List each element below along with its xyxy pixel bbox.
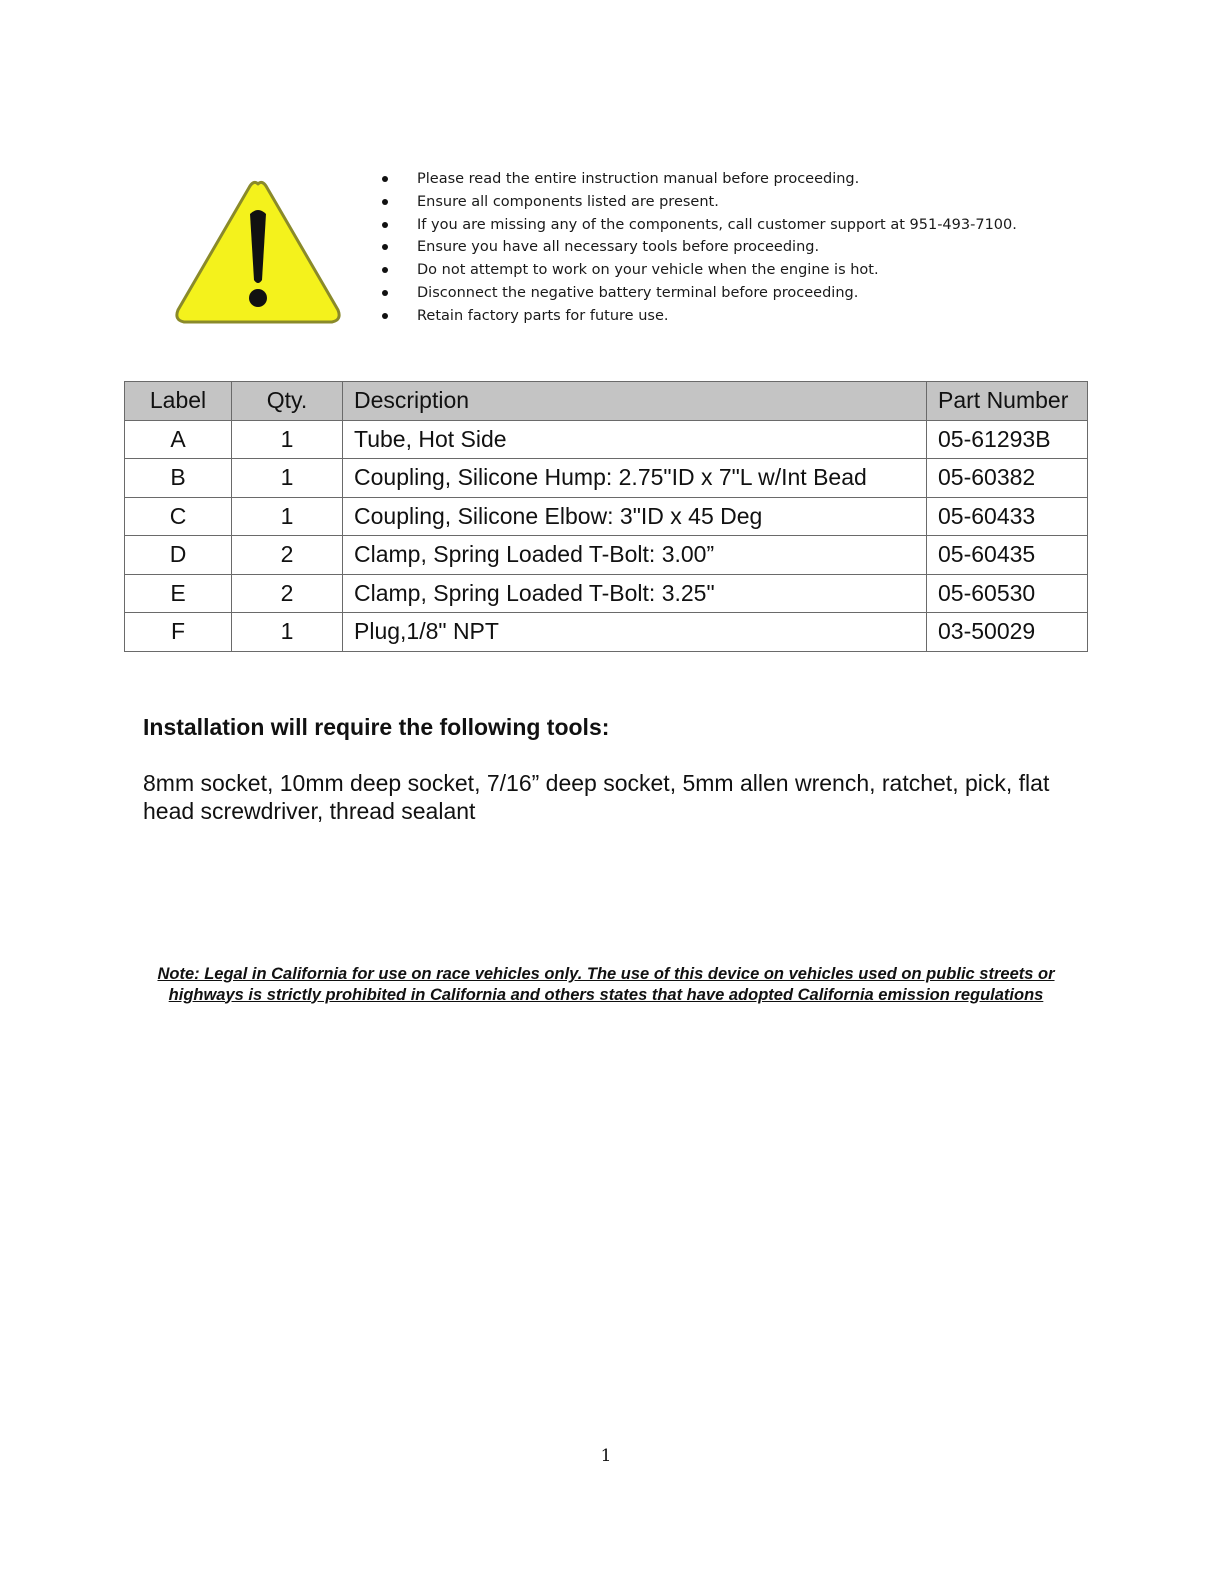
precautions-list [380, 168, 1017, 328]
table-row [125, 536, 1088, 575]
precaution-item: Retain factory parts for future use. [380, 305, 1017, 328]
warning-triangle-icon [172, 176, 344, 328]
row-part-number: 05-60382 [927, 459, 1088, 498]
row-description: Coupling, Silicone Hump: 2.75"ID x 7"L w/Int Bead [343, 459, 927, 498]
row-qty: 2 [232, 574, 343, 613]
tools-heading: Installation will require the following tools: [143, 714, 610, 740]
table-row [125, 420, 1088, 459]
legal-note: Note: Legal in California for use on race vehicles only. The use of this device on vehicles used on public streets or highways is strictly prohibited in California and others states that have adopted California emission regulations [157, 965, 1055, 1004]
header-label: Label [125, 382, 232, 421]
row-part-number: 05-61293B [927, 420, 1088, 459]
precaution-item: Do not attempt to work on your vehicle when the engine is hot. [380, 259, 1017, 282]
table-row [125, 613, 1088, 652]
row-label: C [125, 497, 232, 536]
row-qty: 1 [232, 613, 343, 652]
row-label: B [125, 459, 232, 498]
header-part-number: Part Number [927, 382, 1088, 421]
row-qty: 2 [232, 536, 343, 575]
row-description: Clamp, Spring Loaded T-Bolt: 3.25" [343, 574, 927, 613]
row-qty: 1 [232, 459, 343, 498]
row-description: Coupling, Silicone Elbow: 3"ID x 45 Deg [343, 497, 927, 536]
row-label: D [125, 536, 232, 575]
row-description: Tube, Hot Side [343, 420, 927, 459]
row-qty: 1 [232, 420, 343, 459]
row-part-number: 03-50029 [927, 613, 1088, 652]
table-row [125, 459, 1088, 498]
header-description: Description [343, 382, 927, 421]
row-label: A [125, 420, 232, 459]
row-label: E [125, 574, 232, 613]
row-part-number: 05-60433 [927, 497, 1088, 536]
precaution-item: Please read the entire instruction manual before proceeding. [380, 168, 1017, 191]
row-description: Plug,1/8" NPT [343, 613, 927, 652]
parts-table [124, 381, 1088, 652]
row-label: F [125, 613, 232, 652]
table-header-row [125, 382, 1088, 421]
precaution-item: Ensure all components listed are present. [380, 191, 1017, 214]
row-part-number: 05-60435 [927, 536, 1088, 575]
page-number: 1 [600, 1446, 612, 1466]
precaution-item: Disconnect the negative battery terminal before proceeding. [380, 282, 1017, 305]
tools-list: 8mm socket, 10mm deep socket, 7/16” deep socket, 5mm allen wrench, ratchet, pick, flat head screwdriver, thread sealant [143, 770, 1050, 824]
table-row [125, 497, 1088, 536]
table-row [125, 574, 1088, 613]
row-description: Clamp, Spring Loaded T-Bolt: 3.00” [343, 536, 927, 575]
precaution-item: If you are missing any of the components, call customer support at 951-493-7100. [380, 214, 1017, 237]
row-qty: 1 [232, 497, 343, 536]
header-qty: Qty. [232, 382, 343, 421]
precaution-item: Ensure you have all necessary tools before proceeding. [380, 236, 1017, 259]
row-part-number: 05-60530 [927, 574, 1088, 613]
